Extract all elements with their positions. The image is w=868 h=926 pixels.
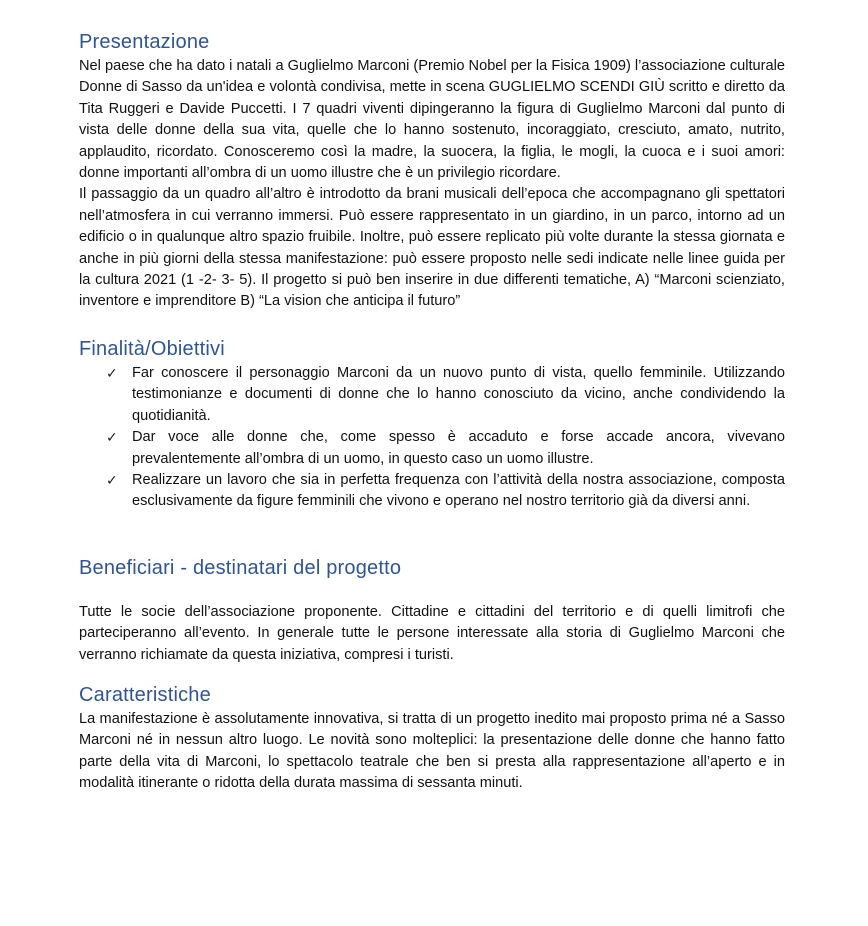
section-caratteristiche [79, 681, 785, 795]
list-item-text: Far conoscere il personaggio Marconi da un nuovo punto di vista, quello femminile. Utilizzando testimonianze e documenti di donne che lo hanno conosciuto da vicino, anche condividendo la quotidianità. [132, 364, 785, 424]
list-item [79, 470, 785, 513]
heading-presentazione: Presentazione [79, 31, 210, 53]
heading-beneficiari: Beneficiari - destinatari del progetto [79, 556, 402, 579]
section-presentazione [79, 28, 785, 313]
heading-finalita-obiettivi: Finalità/Obiettivi [79, 337, 225, 360]
checkmark-icon: ✓ [106, 471, 118, 488]
paragraph-caratteristiche: La manifestazione è assolutamente innovativa, si tratta di un progetto inedito mai proposto prima né a Sasso Marconi né in nessun altro luogo. Le novità sono molteplici: la presentazione delle donne che hanno fatto parte della vita di Marconi, lo spettacolo teatrale che ben si presta alla rappresentazione all’aperto e in modalità itinerante o ridotta della durata massima di sessanta minuti. [79, 710, 785, 792]
section-finalita-obiettivi [79, 335, 785, 513]
list-item-text: Dar voce alle donne che, come spesso è accaduto e forse accade ancora, vivevano prevalentemente all’ombra di un uomo, in questo caso un uomo illustre. [132, 429, 785, 467]
paragraph-presentazione-2: Il passaggio da un quadro all’altro è introdotto da brani musicali dell’epoca che accompagnano gli spettatori nell’atmosfera in cui verranno immersi. Può essere rappresentato in un giardino, in un parco, intorno ad un edificio o in qualunque altro spazio fruibile. Inoltre, può essere replicato più volte durante la stessa giornata e anche in più giorni della stessa manifestazione: può essere proposto nelle sedi indicate nelle linee guida per la cultura 2021 (1 -2- 3- 5). Il progetto si può ben inserire in due differenti tematiche, A) “Marconi scienziato, inventore e imprenditore B) “La vision che anticipa il futuro” [79, 186, 785, 310]
objectives-list [79, 363, 785, 513]
section-beneficiari [79, 554, 785, 666]
checkmark-icon: ✓ [106, 364, 118, 381]
list-item [79, 363, 785, 427]
heading-caratteristiche: Caratteristiche [79, 683, 211, 706]
checkmark-icon: ✓ [106, 429, 118, 446]
list-item [79, 427, 785, 470]
list-item-text: Realizzare un lavoro che sia in perfetta frequenza con l’attività della nostra associazione, composta esclusivamente da figure femminili che vivono e operano nel nostro territorio già da diversi anni. [132, 471, 785, 510]
paragraph-presentazione-1: Nel paese che ha dato i natali a Guglielmo Marconi (Premio Nobel per la Fisica 1909) l’associazione culturale Donne di Sasso da un'idea e volontà condivisa, mette in scena GUGLIELMO SCENDI GIÙ scritto e diretto da Tita Ruggeri e Davide Puccetti. I 7 quadri viventi dipingeranno la figura di Guglielmo Marconi dal punto di vista delle donne della sua vita, quelle che lo hanno sostenuto, incoraggiato, cresciuto, amato, nutrito, applaudito, ricordato. Conosceremo così la madre, la suocera, la figlia, le mogli, la cuoca e i suoi amori: donne importanti all’ombra di un uomo illustre che è un privilegio ricordare. [79, 58, 785, 182]
document-page [79, 24, 785, 795]
paragraph-beneficiari: Tutte le socie dell’associazione proponente. Cittadine e cittadini del territorio e di quelli limitrofi che parteciperanno all’evento. In generale tutte le persone interessate alla storia di Guglielmo Marconi che verranno richiamate da questa iniziativa, compresi i turisti. [79, 603, 785, 663]
